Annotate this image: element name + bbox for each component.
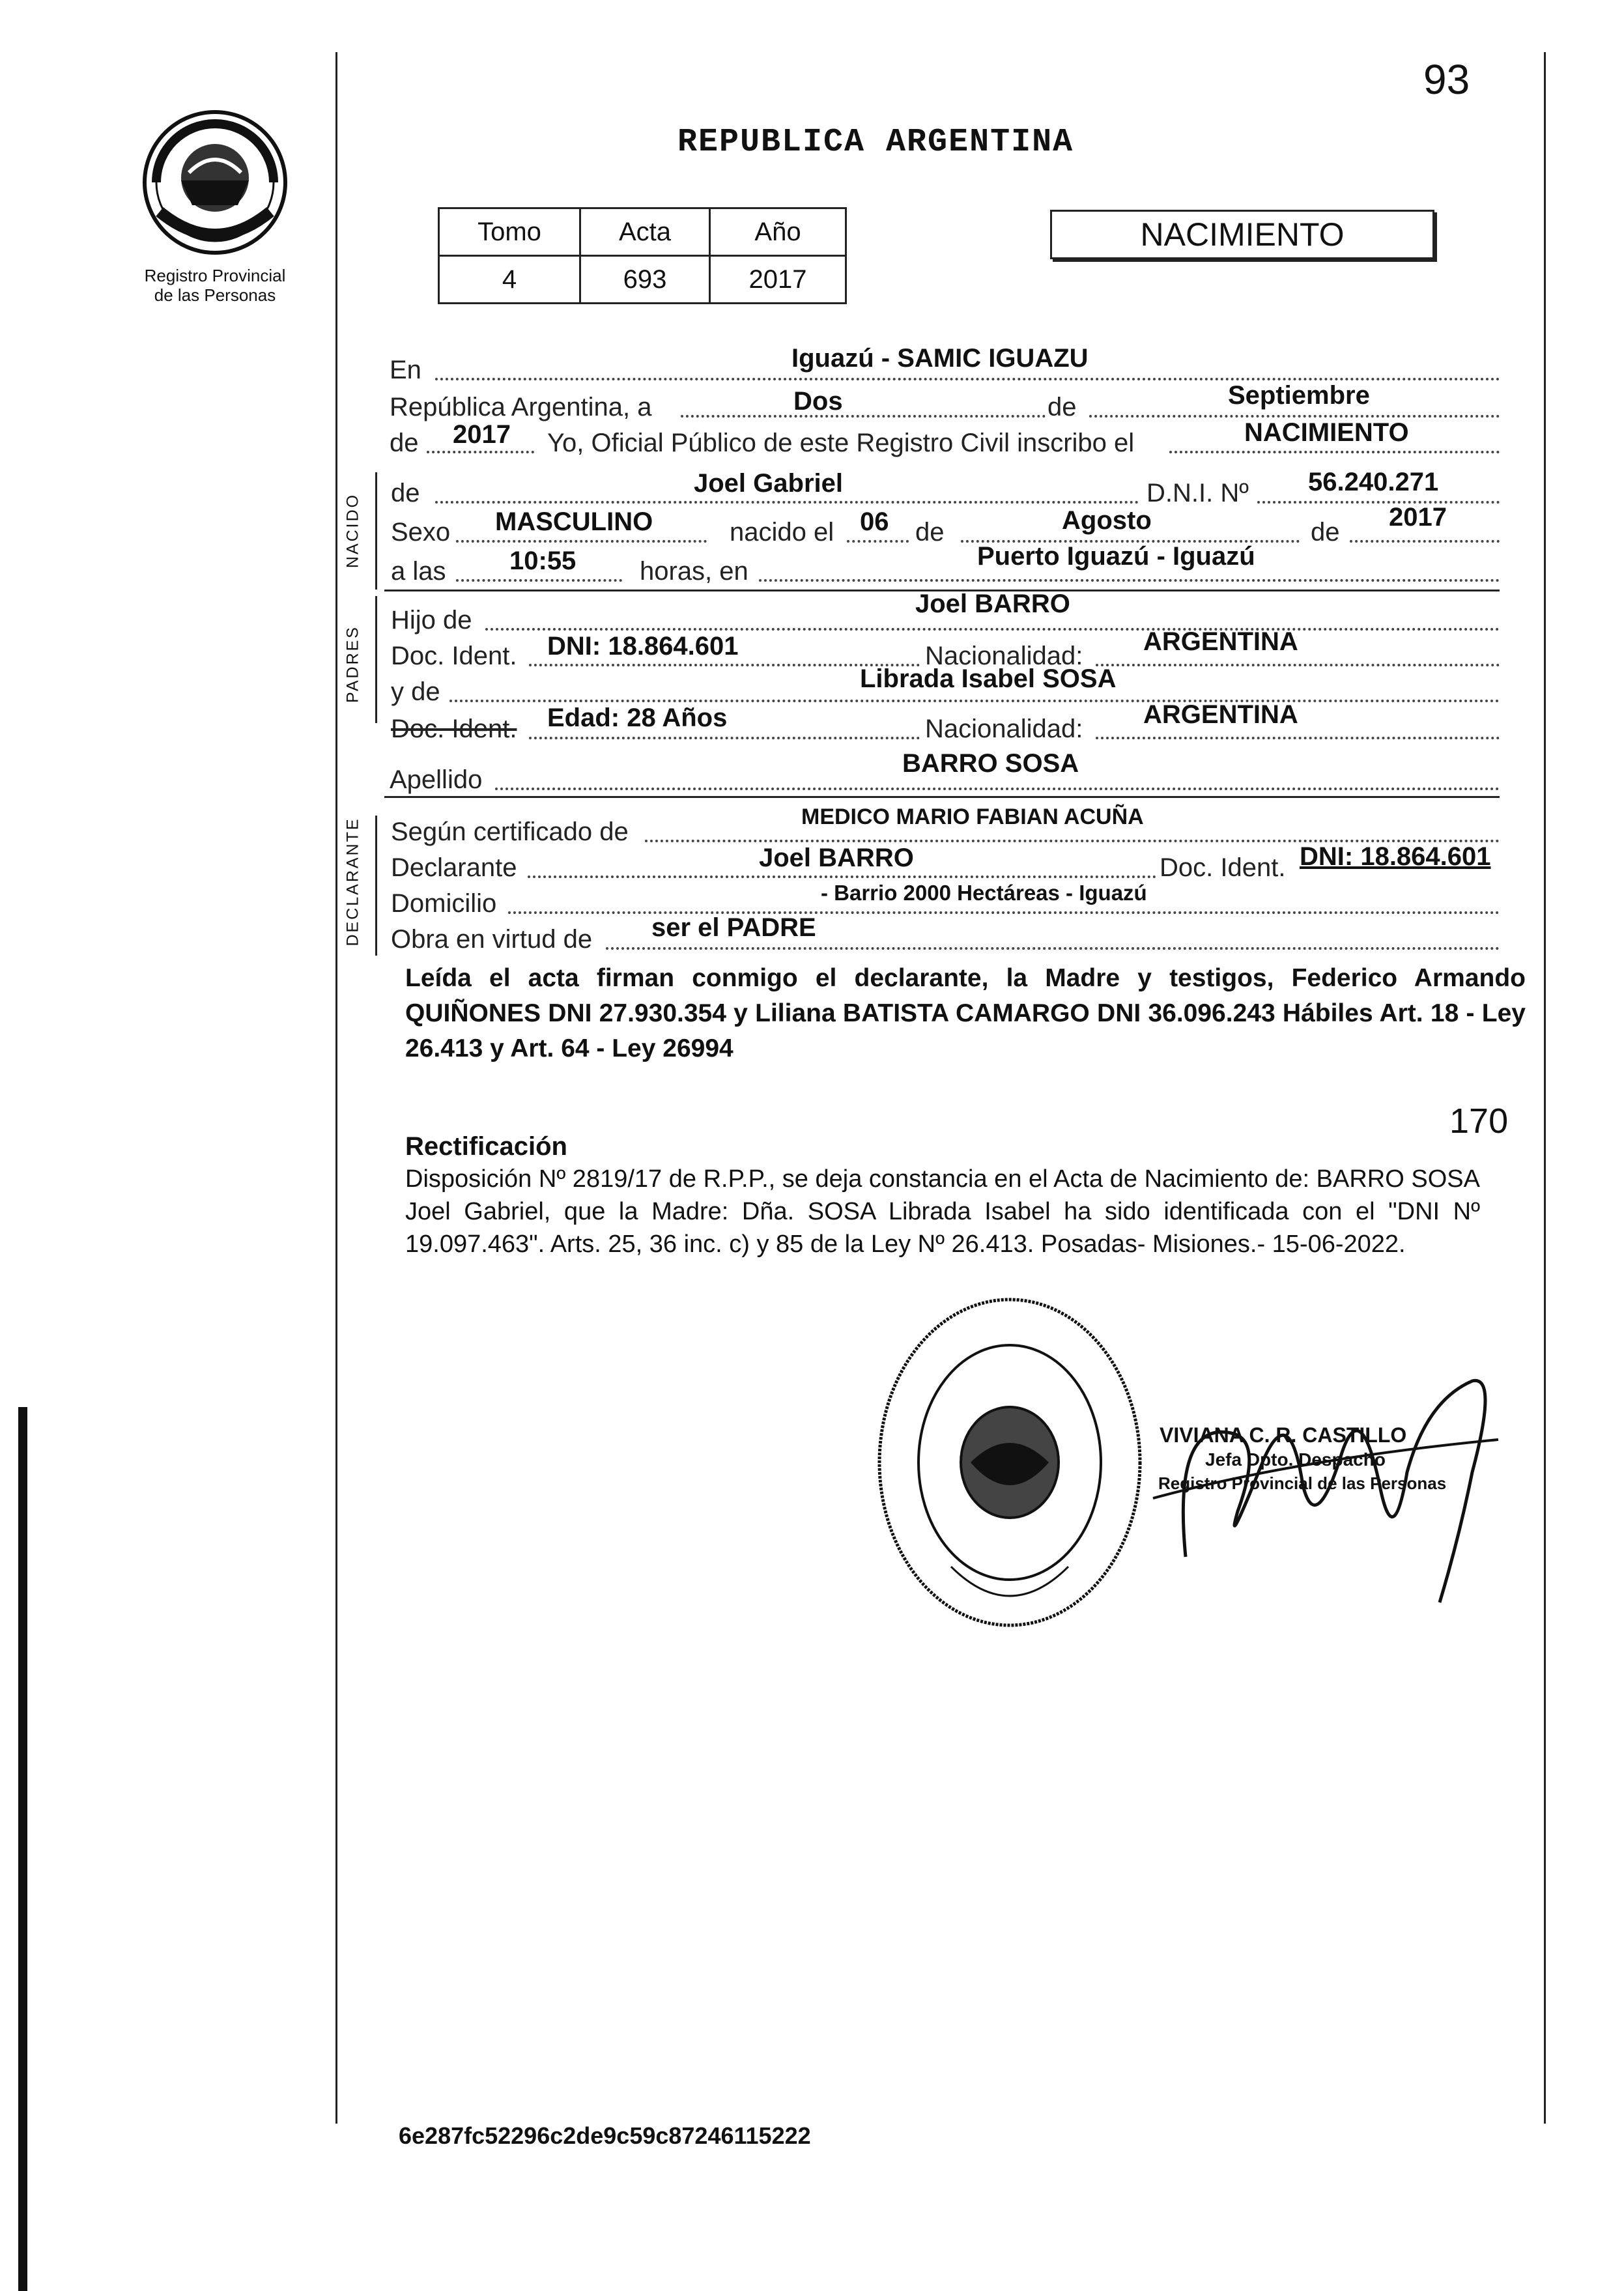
hijo-de-label: Hijo de: [391, 606, 472, 634]
dotted-line: [606, 947, 1500, 950]
dotted-line: [449, 700, 1500, 702]
nacionalidad-label: Nacionalidad:: [925, 715, 1083, 743]
closing-statement: Leída el acta firman conmigo el declarante, la Madre y testigos, Federico Armando QUIÑONES DNI 27.930.354 y Liliana BATISTA CAMARGO DNI 36.096.243 Hábiles Art. 18 - Ley 26.413 y Art. 64 - Ley 26994: [405, 964, 1526, 1062]
dotted-line: [456, 579, 622, 582]
document-hash: 6e287fc52296c2de9c59c87246115222: [399, 2122, 811, 2149]
acta-value: 693: [580, 256, 710, 304]
dotted-line: [759, 579, 1500, 582]
dotted-line: [529, 737, 920, 739]
domicilio-label: Domicilio: [391, 889, 497, 918]
dotted-line: [456, 540, 707, 543]
record-day: Dos: [793, 387, 843, 416]
padres-section-label: PADRES: [343, 625, 362, 703]
record-year: 2017: [453, 420, 511, 449]
de-label: de: [915, 518, 945, 547]
nacionalidad-label: Nacionalidad:: [925, 642, 1083, 670]
dotted-line: [427, 451, 534, 453]
child-dni: 56.240.271: [1308, 468, 1439, 496]
declarant-name: Joel BARRO: [759, 844, 914, 872]
dotted-line: [1096, 664, 1500, 666]
dotted-line: [495, 788, 1500, 790]
y-de-label: y de: [391, 677, 440, 706]
declarant-address: - Barrio 2000 Hectáreas - Iguazú: [821, 881, 1147, 905]
acta-header: Acta: [580, 208, 710, 256]
birth-time: 10:55: [509, 547, 577, 575]
dotted-line: [485, 628, 1500, 631]
rectification-title: Rectificación: [405, 1132, 567, 1161]
a-las-label: a las: [391, 557, 446, 586]
province-logo: [140, 107, 290, 257]
dotted-line: [435, 378, 1500, 380]
page-number: 93: [1423, 56, 1470, 103]
birth-day: 06: [860, 507, 889, 536]
page-title: REPUBLICA ARGENTINA: [677, 124, 1074, 161]
record-month: Septiembre: [1228, 381, 1370, 410]
nacido-de-label: de: [391, 479, 420, 507]
de-label: de: [390, 429, 419, 457]
declarant-relationship: ser el PADRE: [651, 913, 816, 942]
ano-value: 2017: [710, 256, 846, 304]
child-sex: MASCULINO: [495, 507, 653, 536]
org-name-line1: Registro Provincial: [144, 266, 286, 285]
obra-label: Obra en virtud de: [391, 925, 593, 954]
section-bar: [375, 816, 377, 956]
republic-label: República Argentina, a: [390, 393, 652, 421]
dotted-line: [435, 501, 1139, 504]
certificate-issuer: MEDICO MARIO FABIAN ACUÑA: [801, 804, 1144, 829]
left-margin-line: [335, 52, 337, 2124]
birth-month: Agosto: [1062, 506, 1152, 535]
dni-label: D.N.I. Nº: [1147, 479, 1249, 507]
ano-header: Año: [710, 208, 846, 256]
note-number: 170: [1449, 1102, 1509, 1141]
dotted-line: [847, 540, 909, 543]
declarante-section-label: DECLARANTE: [343, 817, 362, 946]
document-type: NACIMIENTO: [1140, 216, 1345, 253]
record-type: NACIMIENTO: [1244, 418, 1409, 447]
section-bar: [375, 472, 377, 590]
dotted-line: [528, 875, 1156, 878]
section-bar: [375, 596, 377, 723]
dotted-line: [1169, 451, 1500, 453]
father-nationality: ARGENTINA: [1143, 627, 1298, 656]
signatory-name: VIVIANA C. R. CASTILLO: [1160, 1423, 1407, 1447]
separator-line: [384, 796, 1500, 798]
mother-name: Librada Isabel SOSA: [860, 664, 1117, 693]
registry-statement: Yo, Oficial Público de este Registro Civil inscribo el: [547, 429, 1135, 457]
de-label: de: [1047, 393, 1077, 421]
apellido-label: Apellido: [390, 765, 483, 794]
mother-age: Edad: 28 Años: [547, 704, 728, 732]
official-stamp: [873, 1293, 1147, 1632]
de-label: de: [1311, 518, 1340, 547]
father-doc: DNI: 18.864.601: [547, 632, 739, 661]
nacido-section-label: NACIDO: [343, 492, 362, 569]
birth-place: Iguazú - SAMIC IGUAZU: [791, 344, 1089, 373]
tomo-acta-ano-table: [438, 207, 847, 304]
signatory-role: Jefa Dpto. Despacho: [1205, 1449, 1386, 1470]
en-label: En: [390, 356, 421, 384]
father-name: Joel BARRO: [915, 590, 1070, 618]
tomo-value: 4: [439, 256, 580, 304]
tomo-header: Tomo: [439, 208, 580, 256]
child-name: Joel Gabriel: [694, 469, 843, 498]
declarante-label: Declarante: [391, 853, 517, 882]
dotted-line: [1096, 737, 1500, 739]
org-name-line2: de las Personas: [154, 285, 276, 305]
doc-ident-label-struck: Doc. Ident.: [391, 715, 517, 743]
dotted-line: [1257, 501, 1500, 504]
document-type-box: [1050, 210, 1434, 259]
dotted-line: [1350, 540, 1500, 543]
doc-ident-label: Doc. Ident.: [1160, 853, 1286, 882]
nacido-el-label: nacido el: [730, 518, 834, 547]
birth-place-detail: Puerto Iguazú - Iguazú: [977, 542, 1255, 571]
dotted-line: [1089, 415, 1500, 418]
signatory-org: Registro Provincial de las Personas: [1158, 1473, 1447, 1493]
rectification-text: Disposición Nº 2819/17 de R.P.P., se deja constancia en el Acta de Nacimiento de: BARRO SOSA Joel Gabriel, que la Madre: Dña. SOSA Librada Isabel ha sido identificada con el "DNI Nº 19.097.463". Arts. 25, 36 inc. c) y 85 de la Ley Nº 26.413. Posadas- Misiones.- 15-06-2022.: [405, 1165, 1480, 1258]
right-margin-line: [1544, 52, 1546, 2124]
certificado-label: Según certificado de: [391, 818, 629, 846]
doc-ident-label: Doc. Ident.: [391, 642, 517, 670]
horas-en-label: horas, en: [640, 557, 748, 586]
surname: BARRO SOSA: [902, 749, 1079, 778]
declarant-doc: DNI: 18.864.601: [1300, 842, 1491, 871]
birth-year: 2017: [1389, 503, 1447, 532]
mother-nationality: ARGENTINA: [1143, 700, 1298, 729]
edge-shadow: [18, 1407, 27, 2291]
dotted-line: [681, 415, 1046, 418]
sexo-label: Sexo: [391, 518, 451, 547]
